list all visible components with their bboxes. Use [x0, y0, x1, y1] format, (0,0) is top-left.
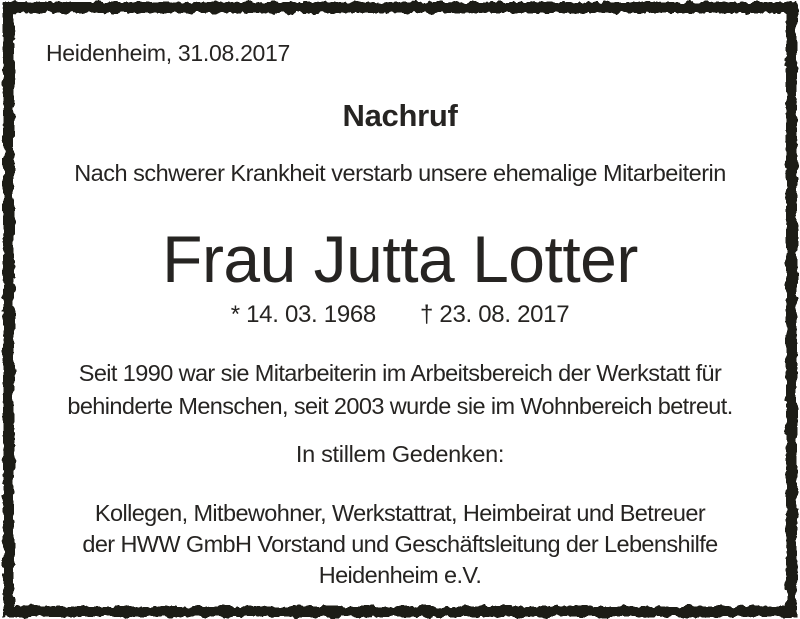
body-line-1: Seit 1990 war sie Mitarbeiterin im Arbeitsbereich der Werkstatt für	[78, 360, 722, 386]
remembrance-line: In stillem Gedenken:	[295, 441, 505, 467]
dateline: Heidenheim, 31.08.2017	[46, 40, 291, 66]
birth-date: * 14. 03. 1968	[230, 301, 376, 328]
intro-line: Nach schwerer Krankheit verstarb unsere ehemalige Mitarbeiterin	[74, 160, 726, 186]
closing-paragraph	[13, 498, 787, 591]
body-line-2: behinderte Menschen, seit 2003 wurde sie im Wohnbereich betreut.	[67, 393, 733, 419]
closing-line-2: der HWW GmbH Vorstand und Geschäftsleitung der Lebenshilfe	[82, 531, 718, 557]
death-date: † 23. 08. 2017	[419, 301, 570, 328]
body-paragraph	[13, 357, 787, 423]
life-dates	[13, 301, 787, 329]
deceased-name: Frau Jutta Lotter	[162, 222, 638, 296]
notice-title: Nachruf	[342, 98, 458, 133]
closing-line-1: Kollegen, Mitbewohner, Werkstattrat, Heimbeirat und Betreuer	[94, 500, 706, 526]
closing-line-3: Heidenheim e.V.	[318, 562, 482, 588]
notice-content	[13, 12, 787, 607]
